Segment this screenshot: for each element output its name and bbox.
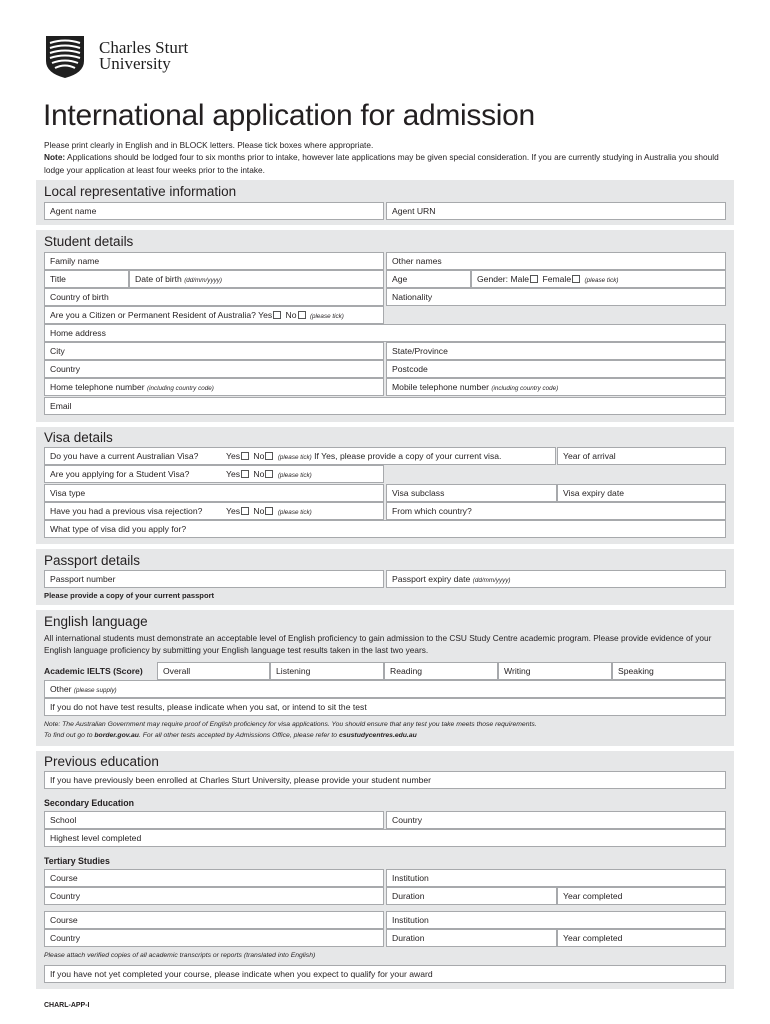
current-visa-yes-checkbox[interactable] — [241, 452, 249, 460]
year-of-arrival-field[interactable]: Year of arrival — [557, 447, 726, 465]
visa-type-field[interactable]: Visa type — [44, 484, 384, 502]
passport-copy-note: Please provide a copy of your current passport — [44, 591, 215, 600]
gender-field[interactable]: Gender: Male Female (please tick) — [471, 270, 726, 288]
other-names-field[interactable]: Other names — [386, 252, 726, 270]
agent-urn-field[interactable]: Agent URN — [386, 202, 726, 220]
form-code: CHARL-APP-I — [44, 1002, 90, 1009]
ielts-listening-field[interactable]: Listening — [270, 662, 384, 680]
test-date-field[interactable]: If you do not have test results, please indicate when you sat, or intend to sit the test — [44, 698, 726, 716]
duration-1-field[interactable]: Duration — [386, 887, 557, 905]
student-visa-yes-checkbox[interactable] — [241, 470, 249, 478]
state-field[interactable]: State/Province — [386, 342, 726, 360]
country-of-birth-field[interactable]: Country of birth — [44, 288, 384, 306]
previous-title: Previous education — [44, 754, 159, 769]
visa-expiry-field[interactable]: Visa expiry date — [557, 484, 726, 502]
gender-female-checkbox[interactable] — [572, 275, 580, 283]
home-address-field[interactable]: Home address — [44, 324, 726, 342]
home-phone-field[interactable]: Home telephone number (including country code) — [44, 378, 384, 396]
country-2-field[interactable]: Country — [44, 929, 384, 947]
gender-male-checkbox[interactable] — [530, 275, 538, 283]
email-field[interactable]: Email — [44, 397, 726, 415]
visa-title: Visa details — [44, 430, 113, 445]
visa-rejection-field[interactable]: Have you had a previous visa rejection? Yes No (please tick) — [44, 502, 384, 520]
highest-level-field[interactable]: Highest level completed — [44, 829, 726, 847]
rejection-yes-checkbox[interactable] — [241, 507, 249, 515]
ielts-writing-field[interactable]: Writing — [498, 662, 612, 680]
citizen-field[interactable]: Are you a Citizen or Permanent Resident of Australia? Yes No (please tick) — [44, 306, 384, 324]
other-test-field[interactable]: Other (please supply) — [44, 680, 726, 698]
attach-note: Please attach verified copies of all academic transcripts or reports (translated into English) — [44, 952, 316, 959]
rejection-no-checkbox[interactable] — [265, 507, 273, 515]
year-completed-1-field[interactable]: Year completed — [557, 887, 726, 905]
passport-expiry-field[interactable]: Passport expiry date (dd/mm/yyyy) — [386, 570, 726, 588]
family-name-field[interactable]: Family name — [44, 252, 384, 270]
current-visa-no-checkbox[interactable] — [265, 452, 273, 460]
dob-field[interactable]: Date of birth (dd/mm/yyyy) — [129, 270, 384, 288]
ielts-speaking-field[interactable]: Speaking — [612, 662, 726, 680]
english-title: English language — [44, 614, 148, 629]
school-country-field[interactable]: Country — [386, 811, 726, 829]
student-title: Student details — [44, 234, 134, 249]
country-1-field[interactable]: Country — [44, 887, 384, 905]
ielts-reading-field[interactable]: Reading — [384, 662, 498, 680]
institution-2-field[interactable]: Institution — [386, 911, 726, 929]
logo — [44, 35, 224, 81]
passport-title: Passport details — [44, 553, 141, 568]
secondary-heading: Secondary Education — [44, 798, 134, 808]
institution-1-field[interactable]: Institution — [386, 869, 726, 887]
border-link[interactable]: border.gov.au — [94, 732, 139, 739]
student-visa-no-checkbox[interactable] — [265, 470, 273, 478]
current-visa-field[interactable]: Do you have a current Australian Visa? Yes No (please tick) If Yes, please provide a copy of your current visa. — [44, 447, 556, 465]
expected-qualify-field[interactable]: If you have not yet completed your course, please indicate when you expect to qualify for your award — [44, 965, 726, 983]
page-title: International application for admission — [43, 99, 535, 132]
english-intro: All international students must demonstrate an acceptable level of English proficiency to gain admission to the CSU Study Centre academic program. Please provide evidence of your English language proficiency by submitting your English language test results taken in the last two years. — [44, 633, 712, 656]
intro-note: Note: Applications should be lodged four to six months prior to intake, however late applications may be given special consideration. If you are currently studying in Australia you should lodge your application at least four weeks prior to the intake. — [44, 152, 719, 175]
citizen-no-checkbox[interactable] — [298, 311, 306, 319]
logo-line2: University — [99, 54, 171, 73]
school-field[interactable]: School — [44, 811, 384, 829]
year-completed-2-field[interactable]: Year completed — [557, 929, 726, 947]
ielts-label: Academic IELTS (Score) — [44, 666, 143, 676]
agent-name-field[interactable]: Agent name — [44, 202, 384, 220]
title-field[interactable]: Title — [44, 270, 129, 288]
local-rep-title: Local representative information — [44, 184, 237, 199]
intro-line1: Please print clearly in English and in BLOCK letters. Please tick boxes where appropriate. — [44, 140, 374, 150]
csu-link[interactable]: csustudycentres.edu.au — [338, 732, 417, 739]
mobile-phone-field[interactable]: Mobile telephone number (including country code) — [386, 378, 726, 396]
crest-icon — [44, 35, 86, 79]
ielts-overall-field[interactable]: Overall — [157, 662, 270, 680]
english-note: Note: The Australian Government may require proof of English proficiency for visa applications. You should ensure that any test you take meets those requirements. To find out go to border.gov.au. For all other tests accepted by Admissions Office, please refer to csustudycentres.edu.au — [44, 721, 537, 739]
rejection-country-field[interactable]: From which country? — [386, 502, 726, 520]
city-field[interactable]: City — [44, 342, 384, 360]
age-field[interactable]: Age — [386, 270, 471, 288]
country-field[interactable]: Country — [44, 360, 384, 378]
course-1-field[interactable]: Course — [44, 869, 384, 887]
course-2-field[interactable]: Course — [44, 911, 384, 929]
tertiary-heading: Tertiary Studies — [44, 856, 110, 866]
logo-line1: Charles Sturt — [99, 38, 189, 57]
nationality-field[interactable]: Nationality — [386, 288, 726, 306]
postcode-field[interactable]: Postcode — [386, 360, 726, 378]
intro-text — [44, 139, 724, 176]
student-visa-field[interactable]: Are you applying for a Student Visa? Yes No (please tick) — [44, 465, 384, 483]
student-number-field[interactable]: If you have previously been enrolled at Charles Sturt University, please provide your student number — [44, 771, 726, 789]
visa-subclass-field[interactable]: Visa subclass — [386, 484, 557, 502]
duration-2-field[interactable]: Duration — [386, 929, 557, 947]
applied-visa-type-field[interactable]: What type of visa did you apply for? — [44, 520, 726, 538]
citizen-yes-checkbox[interactable] — [273, 311, 281, 319]
passport-number-field[interactable]: Passport number — [44, 570, 384, 588]
